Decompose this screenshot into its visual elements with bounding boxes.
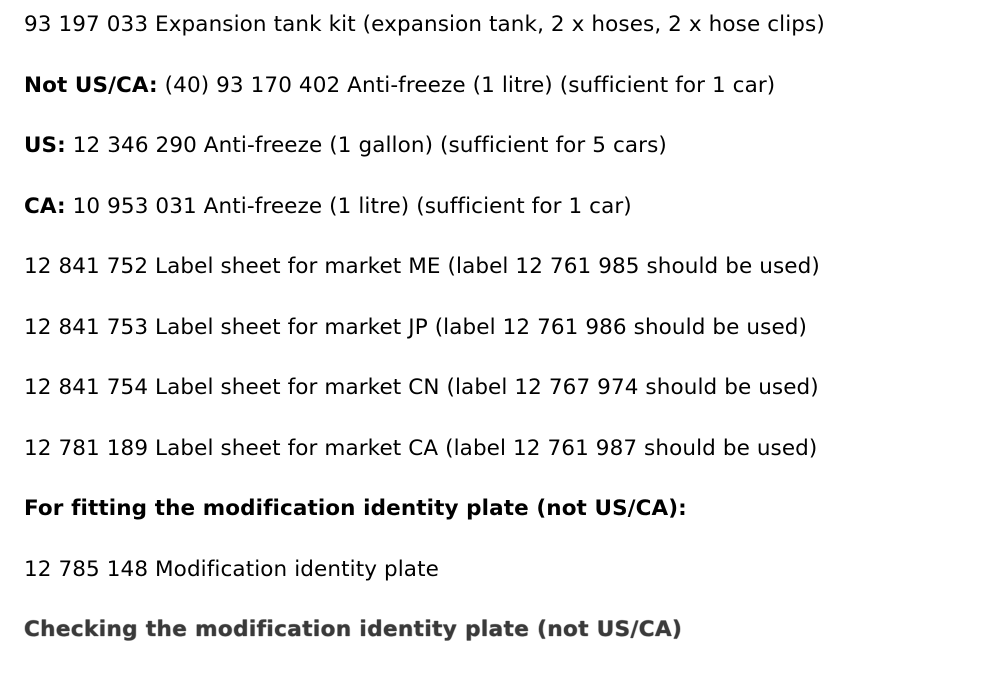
line-text: 12 346 290 Anti-freeze (1 gallon) (sufficient for 5 cars) xyxy=(65,133,667,158)
line-lead-label: Not US/CA: xyxy=(24,72,158,98)
section-heading-fitting-modification-identity-plate xyxy=(24,498,990,520)
line-lead-label: CA: xyxy=(24,193,66,219)
heading-text: For fitting the modification identity plate (not US/CA): xyxy=(24,496,687,521)
line-text: 10 953 031 Anti-freeze (1 litre) (sufficient for 1 car) xyxy=(65,193,632,219)
text-line-label-sheet-cn xyxy=(24,377,990,399)
line-text: 12 781 189 Label sheet for market CA (label 12 761 987 should be used) xyxy=(24,435,818,461)
section-heading-checking-modification-identity-plate xyxy=(24,619,990,641)
text-line-anti-freeze-us xyxy=(24,135,990,157)
line-text: 12 785 148 Modification identity plate xyxy=(24,556,439,582)
line-text: 12 841 754 Label sheet for market CN (label 12 767 974 should be used) xyxy=(24,375,819,400)
text-line-expansion-tank-kit xyxy=(24,14,990,36)
line-text: (40) 93 170 402 Anti-freeze (1 litre) (sufficient for 1 car) xyxy=(157,72,776,98)
text-line-modification-identity-plate-part xyxy=(24,556,990,582)
text-line-label-sheet-ca xyxy=(24,435,990,461)
line-text: 12 841 752 Label sheet for market ME (label 12 761 985 should be used) xyxy=(24,254,820,279)
text-line-anti-freeze-not-us-ca xyxy=(24,72,990,98)
line-text: 93 197 033 Expansion tank kit (expansion tank, 2 x hoses, 2 x hose clips) xyxy=(24,12,825,37)
line-text: 12 841 753 Label sheet for market JP (label 12 761 986 should be used) xyxy=(24,314,808,340)
line-lead-label: US: xyxy=(24,133,66,158)
text-line-anti-freeze-ca xyxy=(24,193,990,219)
text-line-label-sheet-jp xyxy=(24,314,990,340)
heading-text: Checking the modification identity plate (not US/CA) xyxy=(24,617,683,642)
text-line-label-sheet-me xyxy=(24,256,990,278)
